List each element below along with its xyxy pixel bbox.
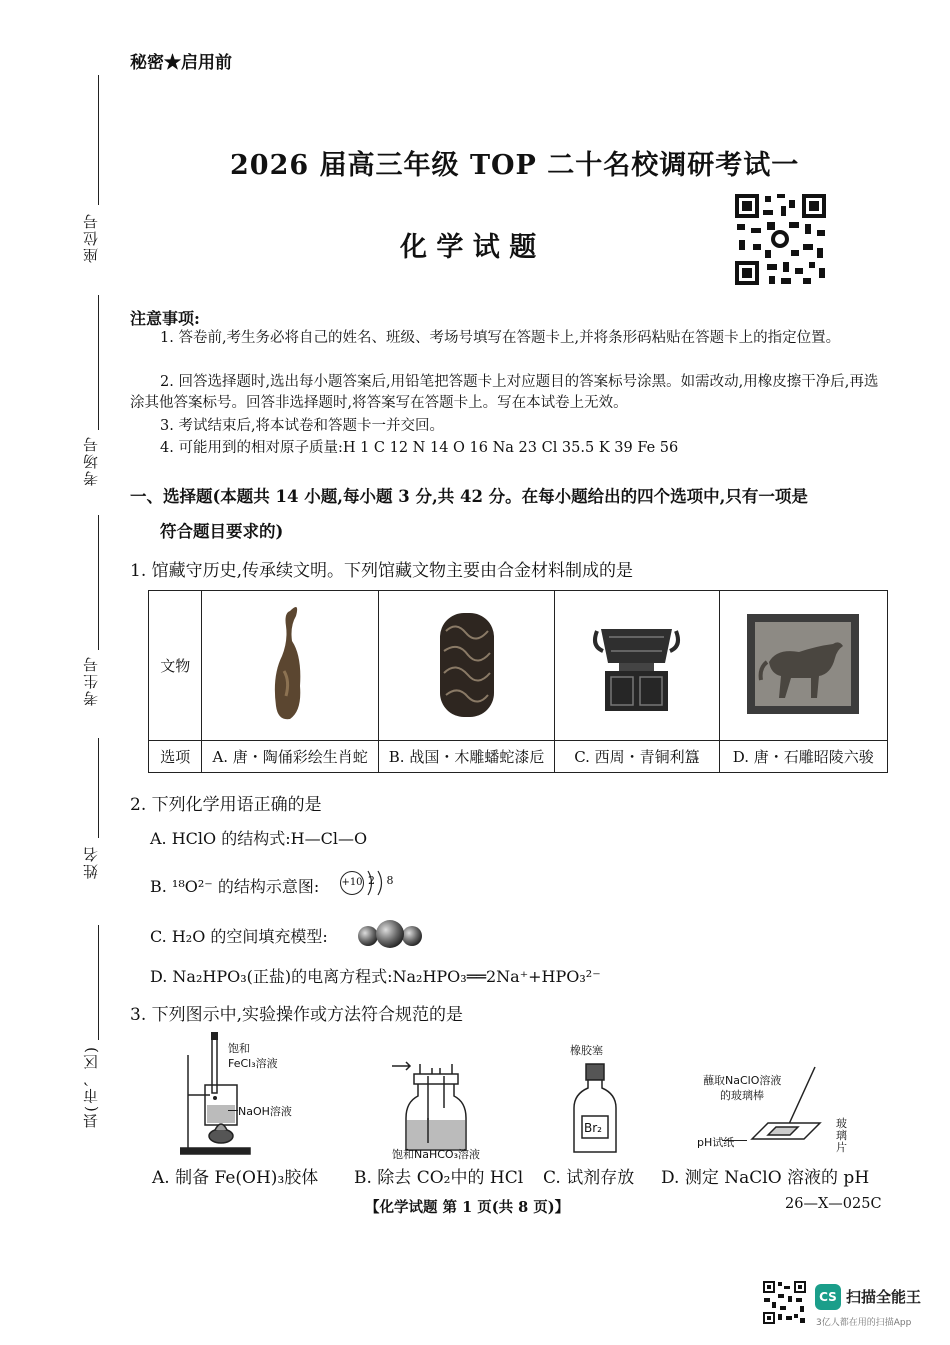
electron-counts: 2 8 [368, 874, 398, 887]
fig-d-label-glass: 玻璃片 [836, 1117, 847, 1154]
binding-line [98, 295, 99, 430]
fig-c-bottle-label: Br₂ [584, 1121, 602, 1135]
section-heading: 一、选择题(本题共 14 小题,每小题 3 分,共 42 分。在每小题给出的四个选项中,只有一项是 [130, 487, 808, 506]
q1-option-a: A. 唐・陶俑彩绘生肖蛇 [202, 741, 378, 773]
q2-option-c: C. H₂O 的空间填充模型: [150, 927, 328, 946]
scanner-name: 扫描全能王 [846, 1288, 922, 1306]
q1-option-d: D. 唐・石雕昭陵六骏 [719, 741, 887, 773]
stone-horse-relief-icon [747, 614, 859, 714]
q2-option-b: B. ¹⁸O²⁻ 的结构示意图: [150, 877, 320, 896]
paper-code: 26—X—025C [785, 1196, 882, 1212]
binding-line [98, 515, 99, 650]
binding-line [98, 75, 99, 205]
exam-title: 2026 届高三年级 TOP 二十名校调研考试一 [230, 150, 800, 181]
q2-option-d: D. Na₂HPO₃(正盐)的电离方程式:Na₂HPO₃══2Na⁺+HPO₃²⁻ [150, 967, 601, 986]
q2-stem: 2. 下列化学用语正确的是 [130, 795, 322, 815]
fig-c-label: 橡胶塞 [570, 1044, 603, 1057]
section-heading-cont: 符合题目要求的) [160, 522, 284, 541]
bronze-gui-vessel-icon [589, 611, 684, 716]
secret-mark: 秘密★启用前 [130, 53, 232, 73]
subject-title: 化 学 试 题 [400, 232, 537, 263]
q1-option-b: B. 战国・木雕蟠蛇漆卮 [378, 741, 554, 773]
row-label-artifact: 文物 [149, 591, 202, 741]
q2-option-a: A. HClO 的结构式:H—Cl—O [150, 829, 368, 848]
artifact-image-d [719, 591, 887, 741]
fig-d-label-rod2: 的玻璃棒 [720, 1089, 764, 1102]
water-space-filling-model-icon [356, 918, 426, 950]
fig-a-label-saturated: 饱和 [228, 1042, 250, 1055]
pottery-snake-figure-icon [260, 601, 320, 726]
fig-c-reagent-bottle [570, 1060, 620, 1158]
label-candidate-number: 考生号 [82, 655, 100, 706]
fig-a-label-fecl3: FeCl₃溶液 [228, 1057, 278, 1070]
fig-a-label-naoh: NaOH溶液 [238, 1105, 292, 1118]
camscanner-logo-icon: CS [815, 1284, 841, 1310]
q3-caption-b: B. 除去 CO₂中的 HCl [354, 1168, 524, 1188]
q1-artifact-table [148, 590, 888, 773]
q1-stem: 1. 馆藏守历史,传承续文明。下列馆藏文物主要由合金材料制成的是 [130, 561, 634, 581]
binding-line [98, 925, 99, 1040]
fig-b-gas-washing-bottle [388, 1058, 478, 1153]
notice-item: 3. 考试结束后,将本试卷和答题卡一并交回。 [160, 418, 445, 434]
scanner-tagline: 3亿人都在用的扫描App [816, 1318, 912, 1328]
q3-caption-a: A. 制备 Fe(OH)₃胶体 [152, 1168, 319, 1188]
q3-stem: 3. 下列图示中,实验操作或方法符合规范的是 [130, 1005, 464, 1025]
q3-caption-c: C. 试剂存放 [543, 1168, 635, 1188]
notice-item: 2. 回答选择题时,选出每小题答案后,用铅笔把答题卡上对应题目的答案标号涂黑。如需改动,用橡皮擦干净后,再选涂其他答案标号。回答非选择题时,将答案写在答题卡上。写在本试卷上无效。 [130, 374, 879, 411]
notice-heading: 注意事项: [130, 309, 200, 328]
notice-item: 4. 可能用到的相对原子质量:H 1 C 12 N 14 O 16 Na 23 Cl 35.5 K 39 Fe 56 [160, 440, 679, 456]
label-seat-number: 座位号 [82, 212, 100, 263]
fig-d-ph-test [740, 1065, 830, 1155]
page-footer: 【化学试题 第 1 页(共 8 页)】 [365, 1199, 570, 1216]
watermark-qr-icon [762, 1280, 807, 1325]
row-label-option: 选项 [149, 741, 202, 773]
artifact-image-b [378, 591, 554, 741]
lacquer-cup-icon [432, 601, 502, 726]
q3-caption-d: D. 测定 NaClO 溶液的 pH [661, 1168, 870, 1188]
q1-option-c: C. 西周・青铜利簋 [555, 741, 719, 773]
label-exam-room: 考场号 [82, 435, 100, 486]
label-name: 姓名 [82, 845, 100, 879]
qr-code [733, 192, 828, 287]
fig-b-label: 饱和NaHCO₃溶液 [392, 1148, 480, 1161]
fig-d-label-rod: 蘸取NaClO溶液 [703, 1074, 782, 1087]
atom-structure-diagram [340, 868, 400, 898]
notice-item: 1. 答卷前,考生务必将自己的姓名、班级、考场号填写在答题卡上,并将条形码粘贴在答题卡上的指定位置。 [160, 330, 841, 346]
nucleus: +10 [340, 871, 364, 895]
binding-line [98, 738, 99, 838]
leader-line [228, 1110, 238, 1111]
fig-d-label-ph-paper: pH试纸 [697, 1136, 735, 1149]
label-county: 县(市、区) [82, 1045, 100, 1129]
artifact-image-a [202, 591, 378, 741]
artifact-image-c [555, 591, 719, 741]
